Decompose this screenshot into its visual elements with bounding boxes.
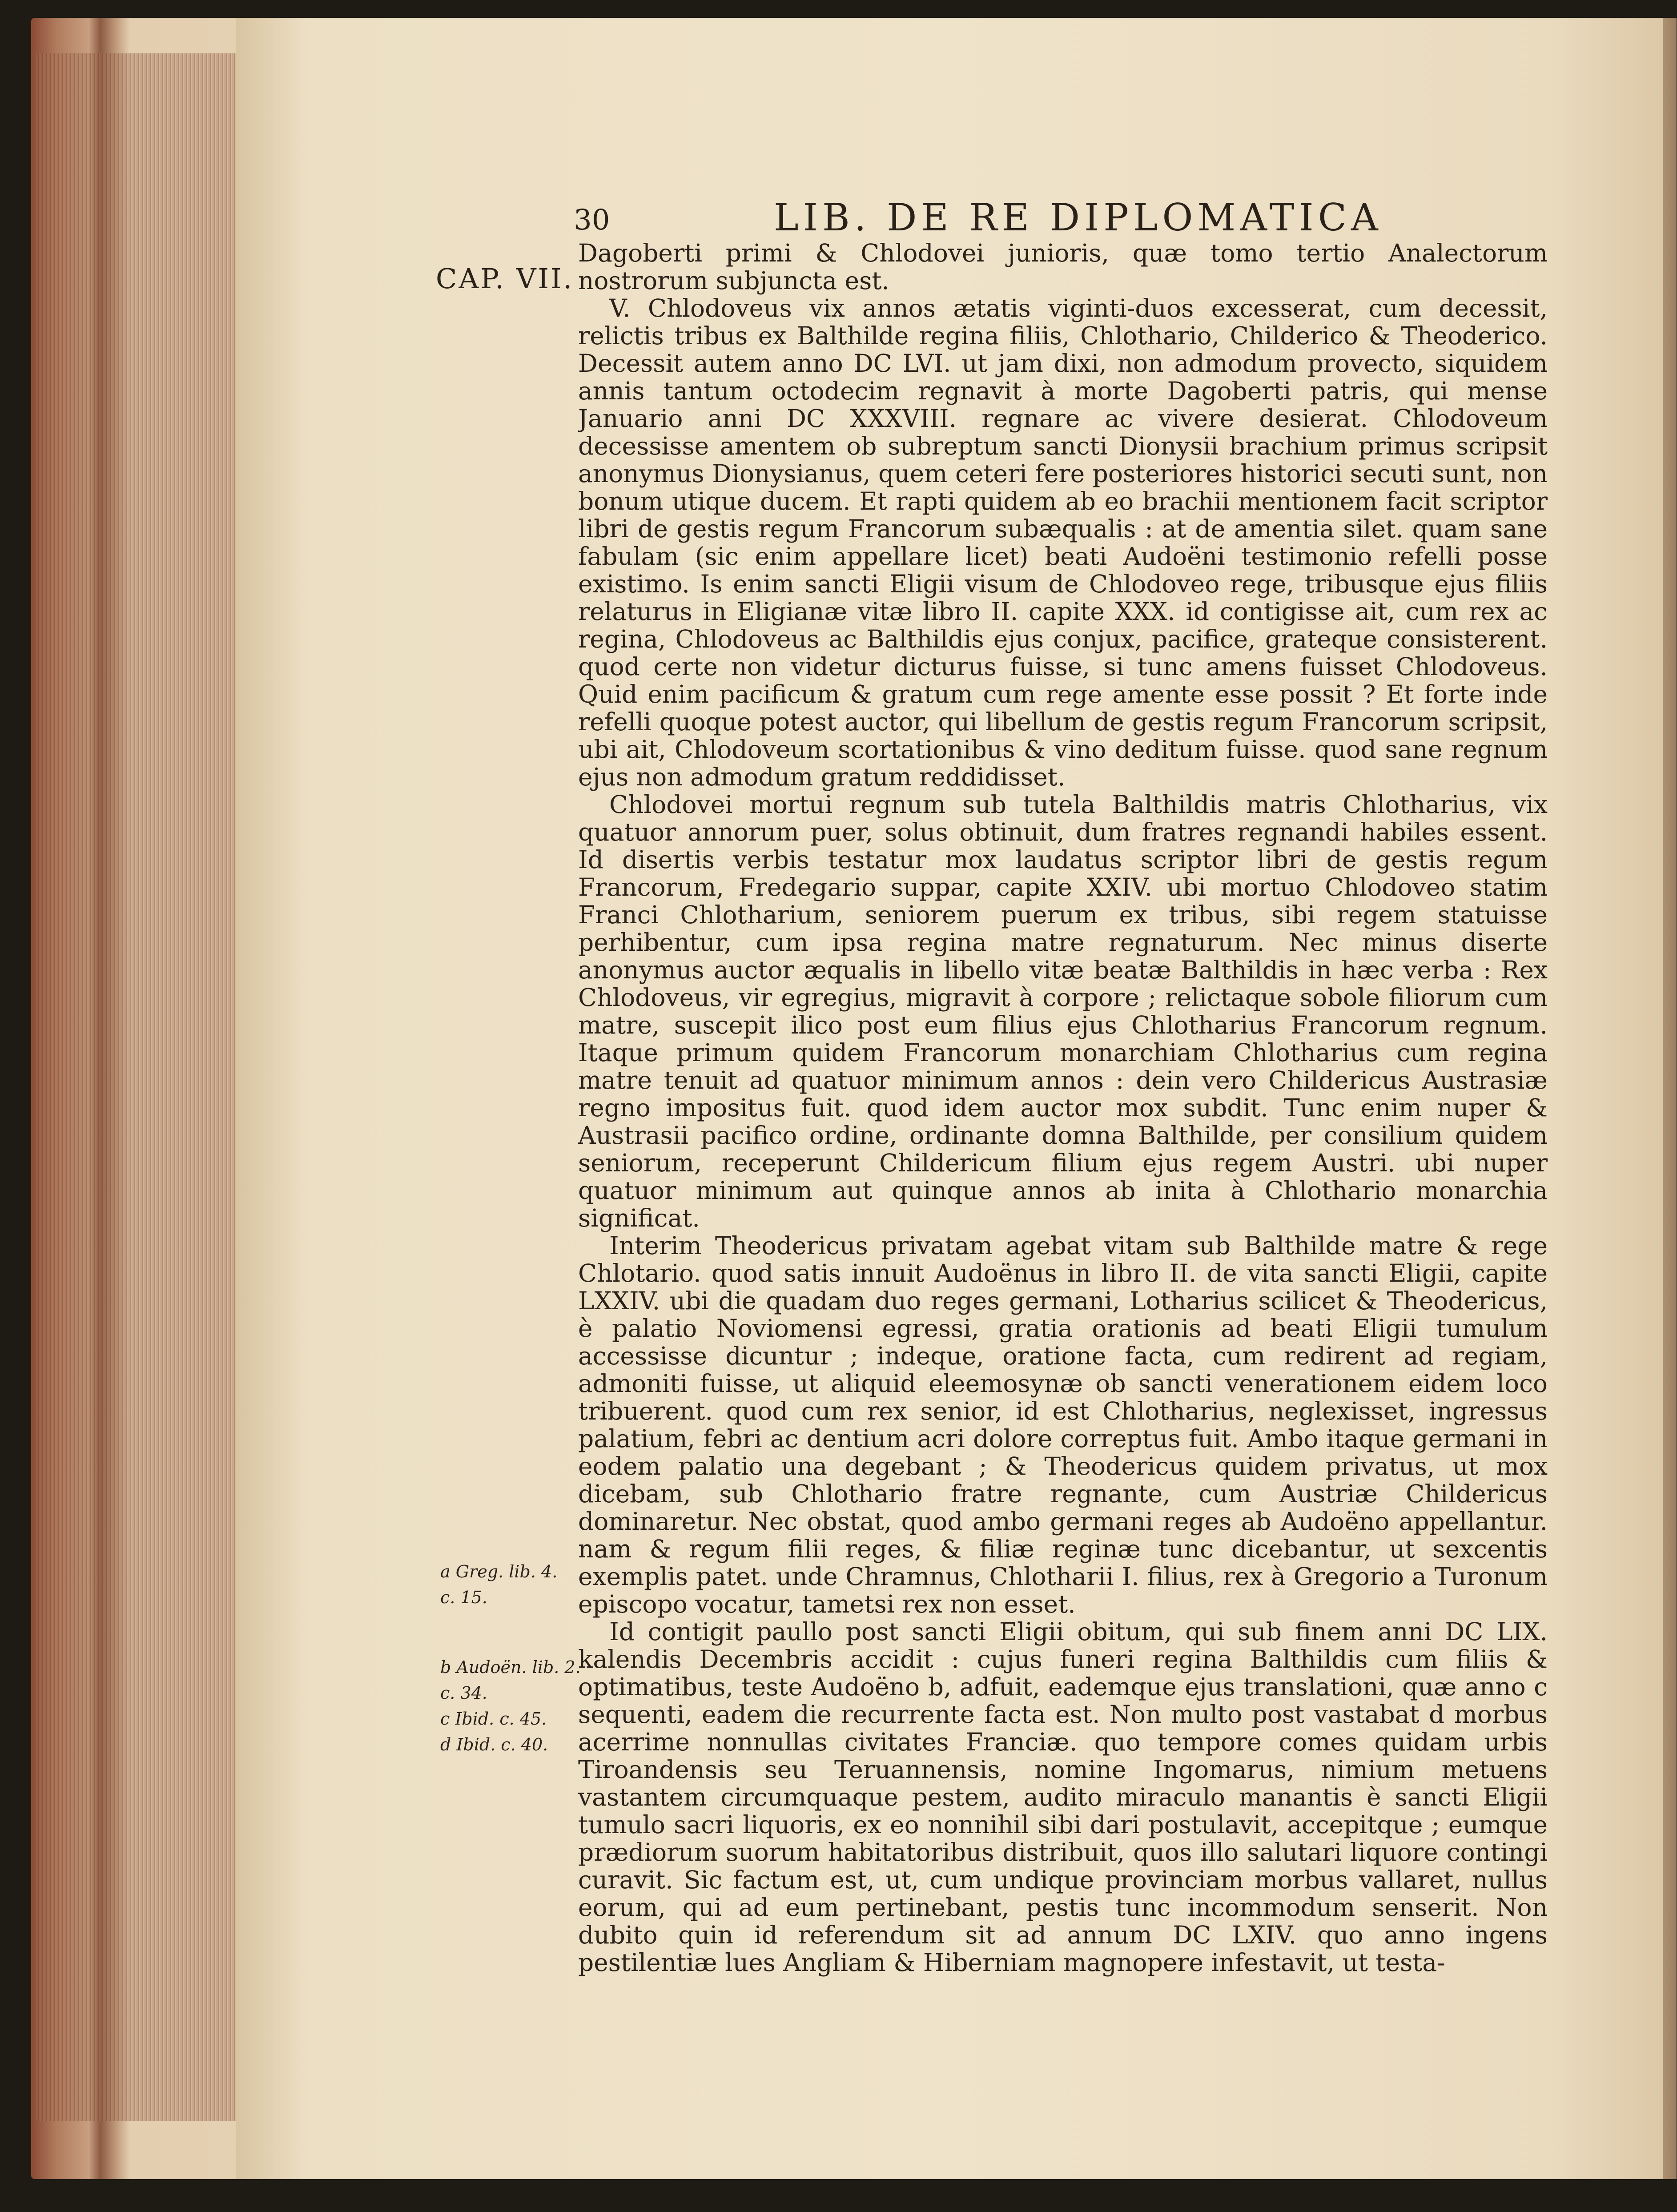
margin-note: c. 34. (440, 1683, 487, 1703)
page-number: 30 (574, 204, 610, 237)
paragraph: Interim Theodericus privatam agebat vitam sub Balthilde matre & rege Chlotario. quod satis innuit Audoënus in libro II. de vita sancti Eligii, capite LXXIV. ubi die quadam duo reges germani, Lotharius scilicet & Theodericus, è palatio Noviomensi egressi, gratia orationis ad beati Eligii tumulum accessisse dicuntur ; indeque, oratione facta, cum redirent ad regiam, admoniti fuisse, ut aliquid eleemosynæ ob sancti venerationem eidem loco tribuerent. quod cum rex senior, id est Chlotharius, neglexisset, ingressus palatium, febri ac dentium acri dolore correptus fuit. Ambo itaque germani in eodem palatio una degebant ; & Theodericus quidem privatus, ut mox dicebam, sub Chlothario fratre regnante, cum Austriæ Childericus dominaretur. Nec obstat, quod ambo germani reges ab Audoëno appellantur. nam & regum filii reges, & filiæ reginæ tunc dicebantur, ut sexcentis exemplis patet. unde Chramnus, Chlotharii I. filius, rex à Gregorio a Turonum episcopo vocatur, tametsi rex non esset. (578, 1231, 1548, 1618)
margin-note: a Greg. lib. 4. (440, 1562, 558, 1581)
main-text (578, 239, 1548, 2027)
paragraph: V. Chlodoveus vix annos ætatis viginti-duos excesserat, cum decessit, relictis tribus ex Balthilde regina filiis, Chlothario, Childerico & Theoderico. Decessit autem anno DC LVI. ut jam dixi, non admodum provecto, siquidem annis tantum octodecim regnavit à morte Dagoberti patris, qui mense Januario anni DC XXXVIII. regnare ac vivere desierat. Chlodoveum decessisse amentem ob subreptum sancti Dionysii brachium primus scripsit anonymus Dionysianus, quem ceteri fere posteriores historici secuti sunt, non bonum utique ducem. Et rapti quidem ab eo brachii mentionem facit scriptor libri de gestis regum Francorum subæqualis : at de amentia silet. quam sane fabulam (sic enim appellare licet) beati Audoëni testimonio refelli posse existimo. Is enim sancti Eligii visum de Chlodoveo rege, tribusque ejus filiis relaturus in Eligianæ vitæ libro II. capite XXX. id contigisse ait, cum rex ac regina, Chlodoveus ac Balthildis ejus conjux, pacifice, grateque consisterent. quod certe non videtur dicturus fuisse, si tunc amens fuisset Chlodoveus. Quid enim pacificum & gratum cum rege amente esse possit ? Et forte inde refelli quoque potest auctor, qui libellum de gestis regum Francorum scripsit, ubi ait, Chlodoveum scortationibus & vino deditum fuisse. quod sane regnum ejus non admodum gratum reddidisset. (578, 294, 1548, 791)
page-edges (36, 53, 236, 2121)
margin-note: c. 15. (440, 1588, 487, 1607)
margin-notes-b (440, 1654, 581, 1758)
margin-note: d Ibid. c. 40. (440, 1735, 548, 1754)
running-title: LIB. DE RE DIPLOMATICA (774, 196, 1383, 239)
paragraph: Id contigit paullo post sancti Eligii obitum, qui sub finem anni DC LIX. kalendis Decembris accidit : cujus funeri regina Balthildis cum filiis & optimatibus, teste Audoëno b, adfuit, eademque ejus translationi, quæ anno c sequenti, eadem die recurrente facta est. Non multo post vastabat d morbus acerrime nonnullas civitates Franciæ. quo tempore comes quidam urbis Tiroandensis seu Teruannensis, nomine Ingomarus, nimium metuens vastantem circumquaque pestem, audito miraculo manantis è sancti Eligii tumulo sacri liquoris, ex eo nonnihil sibi dari postulavit, accepitque ; eumque prædiorum suorum habitatoribus distribuit, quos illo salutari liquore contingi curavit. Sic factum est, ut, cum undique provinciam morbus vallaret, nullus eorum, qui ad eum pertinebant, pestis tunc incommodum senserit. Non dubito quin id referendum sit ad annum DC LXIV. quo anno ingens pestilentiæ lues Angliam & Hiberniam magnopere infestavit, ut testa- (578, 1617, 1548, 1977)
margin-note: b Audoën. lib. 2. (440, 1657, 581, 1677)
margin-notes-a (440, 1559, 569, 1610)
paragraph: Chlodovei mortui regnum sub tutela Balthildis matris Chlotharius, vix quatuor annorum puer, solus obtinuit, dum fratres regnandi habiles essent. Id disertis verbis testatur mox laudatus scriptor libri de gestis regum Francorum, Fredegario suppar, capite XXIV. ubi mortuo Chlodoveo statim Franci Chlotharium, seniorem puerum ex tribus, sibi regem statuisse perhibentur, cum ipsa regina matre regnaturum. Nec minus diserte anonymus auctor æqualis in libello vitæ beatæ Balthildis in hæc verba : Rex Chlodoveus, vir egregius, migravit à corpore ; relictaque sobole filiorum cum matre, suscepit ilico post eum filius ejus Chlotharius Francorum regnum. Itaque primum quidem Francorum monarchiam Chlotharius cum regina matre tenuit ad quatuor minimum annos : dein vero Childericus Austrasiæ regno impositus fuit. quod idem auctor mox subdit. Tunc enim nuper & Austrasii pacifico ordine, ordinante domna Balthilde, per consilium quidem seniorum, receperunt Childericum filium ejus regem Austri. ubi nuper quatuor minimum aut quinque annos ab inita à Chlothario monarchia significat. (578, 790, 1548, 1232)
paragraph: Dagoberti primi & Chlodovei junioris, quæ tomo tertio Analectorum nostrorum subjuncta est. (578, 239, 1548, 295)
margin-note: c Ibid. c. 45. (440, 1709, 547, 1729)
page-header (574, 196, 1543, 245)
chapter-label: CAP. VII. (436, 262, 574, 295)
